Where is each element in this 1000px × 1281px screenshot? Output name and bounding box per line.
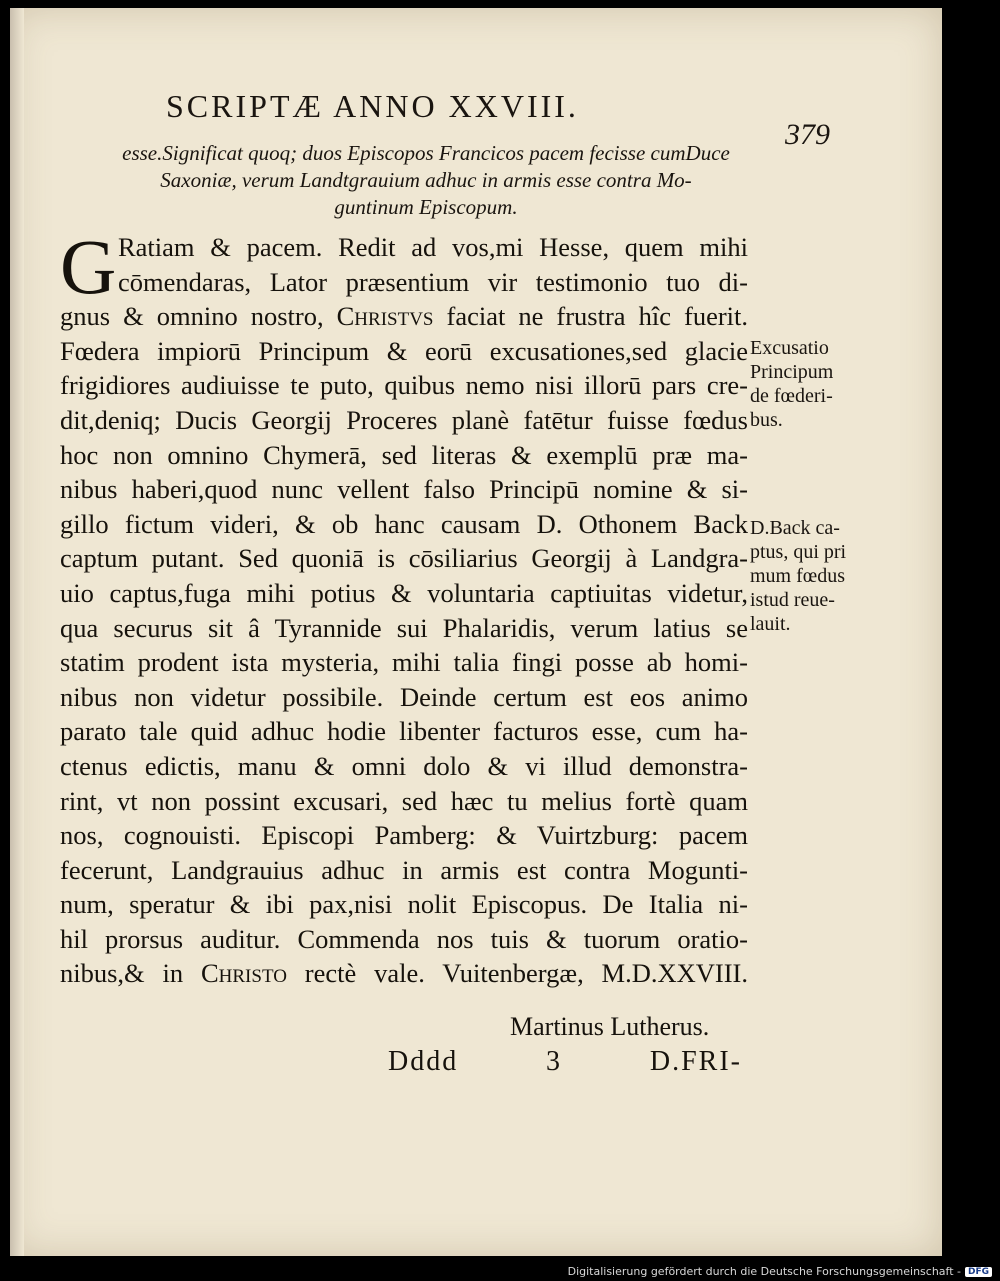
- body-line: parato tale quid adhuc hodie libenter facturos esse, cum ha-: [60, 716, 748, 747]
- christus-smallcaps: Christvs: [336, 301, 434, 332]
- book-page: [10, 8, 942, 1256]
- body-line: dit,deniq; Ducis Georgij Proceres planè fatētur fuisse fœdus: [60, 404, 748, 435]
- marginal-note-back: D.Back ca- ptus, qui pri mum fœdus istud reue- lauit.: [750, 517, 847, 635]
- letter-body: [60, 223, 749, 991]
- signature-mark: Dddd: [388, 1046, 459, 1077]
- dfg-logo-icon: DFG: [965, 1267, 992, 1277]
- summary-line: guntinum Episcopum.: [334, 195, 518, 219]
- body-line: rint, vt non possint excusari, sed hæc tu melius fortè quam: [60, 785, 748, 816]
- body-line: frigidiores audiuisse te puto, quibus nemo nisi illorū pars cre-: [60, 370, 748, 401]
- body-line: nibus haberi,quod nunc vellent falso Principū nomine & si-: [60, 474, 748, 505]
- signature: Martinus Lutherus.: [510, 1012, 710, 1041]
- body-line: uio captus,fuga mihi potius & voluntaria captiuitas videtur,: [60, 577, 748, 608]
- summary-line: Saxoniæ, verum Landtgrauium adhuc in armis esse contra Mo-: [160, 168, 692, 192]
- body-line: qua securus sit â Tyrannide sui Phalaridis, verum latius se: [60, 612, 748, 643]
- body-line: Ratiam & pacem. Redit ad vos,mi Hesse, quem mihi: [118, 232, 748, 262]
- body-line: gillo fictum videri, & ob hanc causam D. Othonem Back: [60, 508, 748, 539]
- catchline: [388, 1046, 742, 1078]
- page-number: 379: [785, 118, 830, 151]
- body-line: ctenus edictis, manu & omni dolo & vi illud demonstra-: [60, 750, 748, 781]
- running-head: SCRIPTÆ ANNO XXVIII.: [166, 88, 579, 124]
- body-line: num, speratur & ibi pax,nisi nolit Episcopus. De Italia ni-: [60, 889, 748, 920]
- signature-number: 3: [546, 1046, 563, 1077]
- marginal-note-excusatio: Excusatio Principum de fœderi- bus.: [750, 337, 834, 431]
- catchword: D.FRI-: [649, 1046, 742, 1077]
- letter-summary: [96, 140, 756, 221]
- digitization-footer: [568, 1265, 992, 1278]
- body-line: Fœdera impiorū Principum & eorū excusationes,sed glacie: [60, 335, 748, 366]
- body-line: hil prorsus auditur. Commenda nos tuis & tuorum oratio-: [60, 923, 748, 954]
- footer-text: Digitalisierung gefördert durch die Deutsche Forschungsgemeinschaft -: [567, 1265, 961, 1278]
- body-line: hoc non omnino Chymerā, sed literas & exemplū præ ma-: [60, 439, 748, 470]
- christo-smallcaps: Christo: [200, 958, 287, 989]
- body-line: captum putant. Sed quoniā is cōsiliarius Georgij à Landgra-: [60, 543, 748, 574]
- body-line: nos, cognouisti. Episcopi Pamberg: & Vuirtzburg: pacem: [60, 820, 748, 851]
- summary-line: esse.Significat quoq; duos Episcopos Francicos pacem fecisse cumDuce: [122, 141, 730, 165]
- drop-initial: G: [60, 223, 117, 310]
- body-line: statim prodent ista mysteria, mihi talia fingi posse ab homi-: [60, 647, 748, 678]
- body-line: fecerunt, Landgrauius adhuc in armis est contra Mogunti-: [60, 854, 748, 885]
- body-line: gnus & omnino nostro, Christvs faciat ne frustra hîc fuerit.: [60, 301, 749, 332]
- body-line: cōmendaras, Lator præsentium vir testimonio tuo di-: [118, 266, 748, 297]
- body-line: nibus non videtur possibile. Deinde certum est eos animo: [60, 681, 748, 712]
- page-gutter: [10, 8, 24, 1256]
- body-line: nibus,& in Christo rectè vale. Vuitenbergæ, M.D.XXVIII.: [60, 958, 749, 989]
